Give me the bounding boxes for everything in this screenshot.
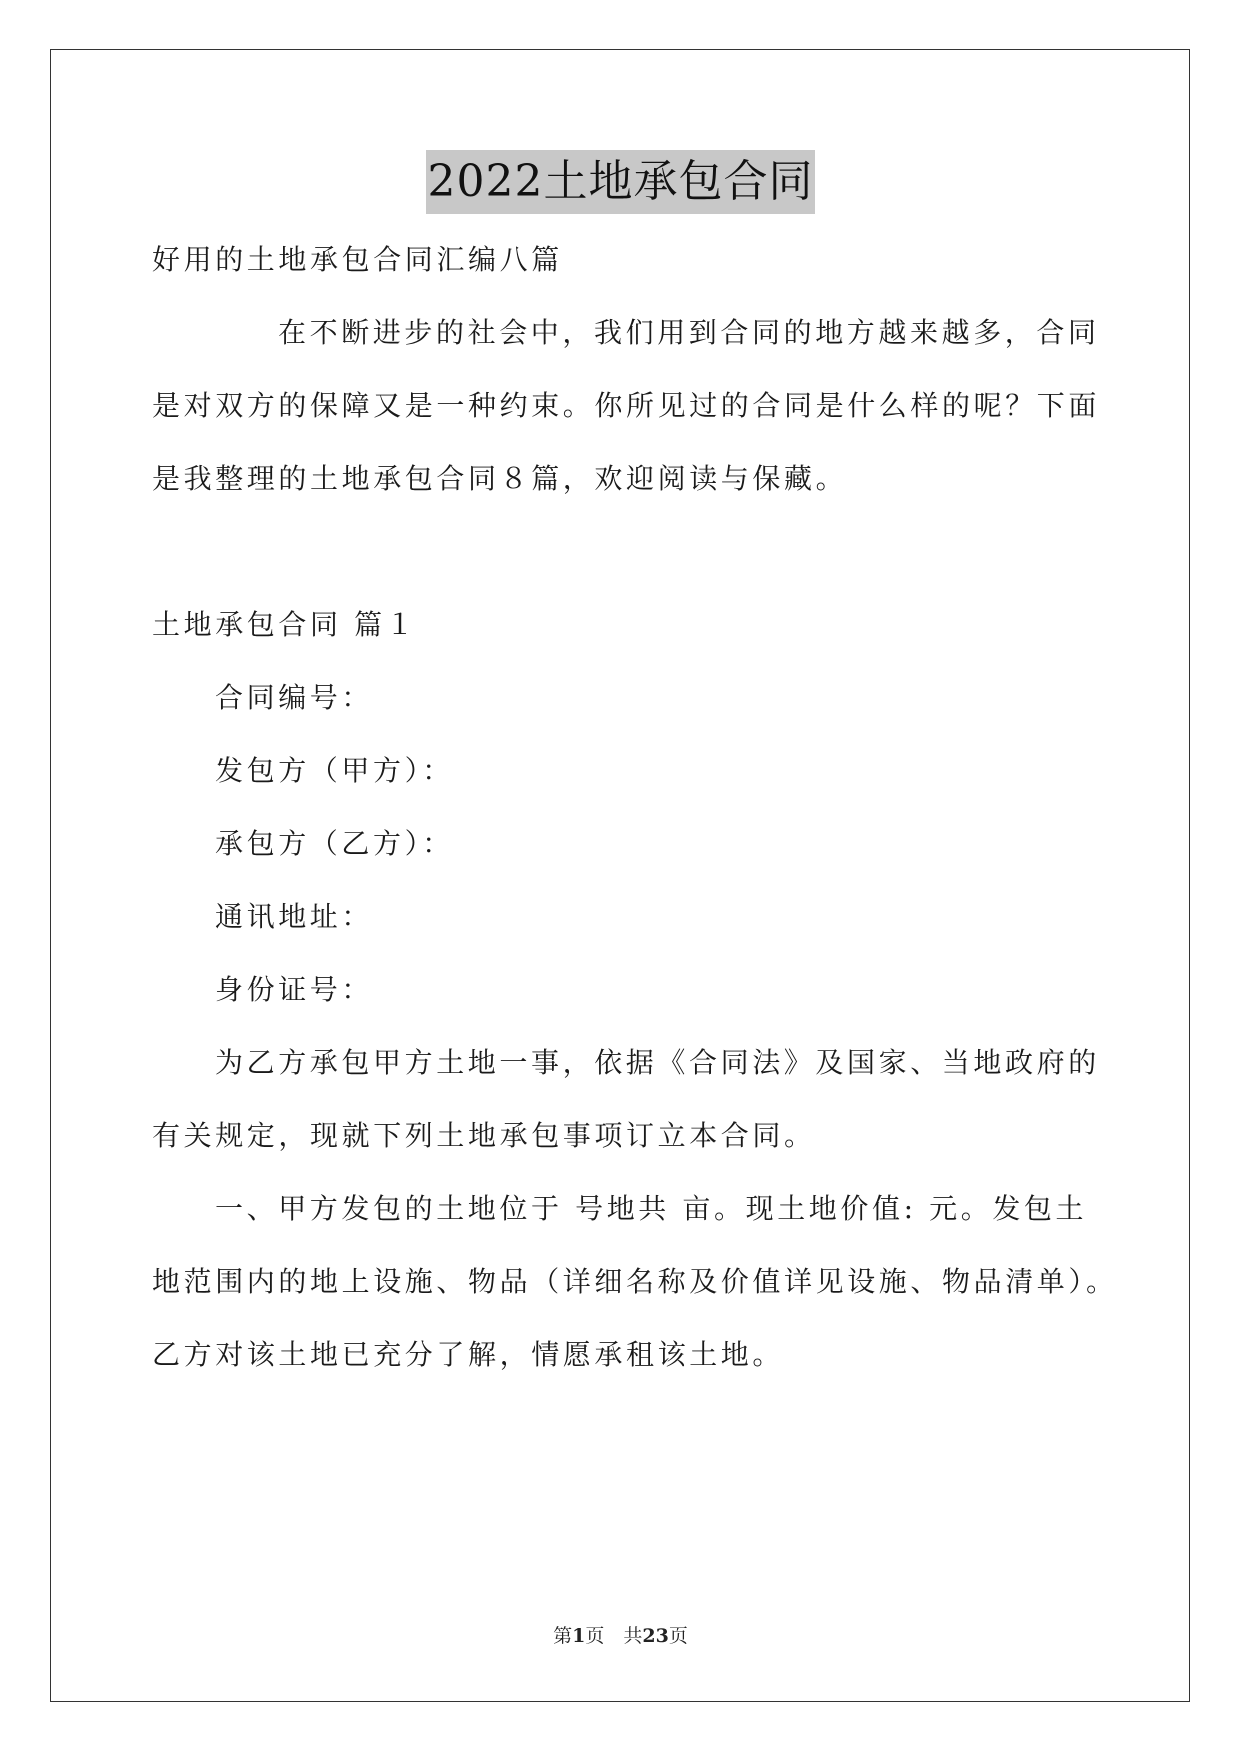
footer-total-pages: 23 [642,1625,669,1647]
footer-page-prefix: 第 [553,1625,573,1647]
page-border [50,49,1190,1702]
clause-1-line-3: 乙方对该土地已充分了解，情愿承租该土地。 [152,1338,785,1371]
footer-current-page: 1 [572,1625,586,1647]
id-number-label: 身份证号： [215,973,374,1006]
footer-page-suffix: 页 [668,1625,688,1647]
preamble-line-1: 为乙方承包甲方土地一事，依据《合同法》及国家、当地政府的 [215,1046,1100,1079]
document-subtitle: 好用的土地承包合同汇编八篇 [152,243,563,276]
intro-paragraph-line-1: 在不断进步的社会中，我们用到合同的地方越来越多，合同 [278,316,1100,349]
clause-1-line-2: 地范围内的地上设施、物品（详细名称及价值详见设施、物品清单）。 [152,1265,1118,1298]
title-container [0,150,1241,214]
document-title: 2022土地承包合同 [426,150,816,214]
footer-page-mid: 页 共 [585,1625,643,1647]
clause-1-line-1: 一、甲方发包的土地位于 号地共 亩。现土地价值: 元。发包土 [215,1192,1088,1225]
section-heading: 土地承包合同 篇１ [152,608,418,641]
page-footer [0,1622,1241,1650]
contract-number-label: 合同编号： [215,681,374,714]
intro-paragraph-line-2: 是对双方的保障又是一种约束。你所见过的合同是什么样的呢？下面 [152,389,1101,422]
party-a-label: 发包方（甲方）： [215,754,454,787]
preamble-line-2: 有关规定，现就下列土地承包事项订立本合同。 [152,1119,816,1152]
address-label: 通讯地址： [215,900,374,933]
party-b-label: 承包方（乙方）： [215,827,454,860]
intro-paragraph-line-3: 是我整理的土地承包合同８篇，欢迎阅读与保藏。 [152,462,848,495]
